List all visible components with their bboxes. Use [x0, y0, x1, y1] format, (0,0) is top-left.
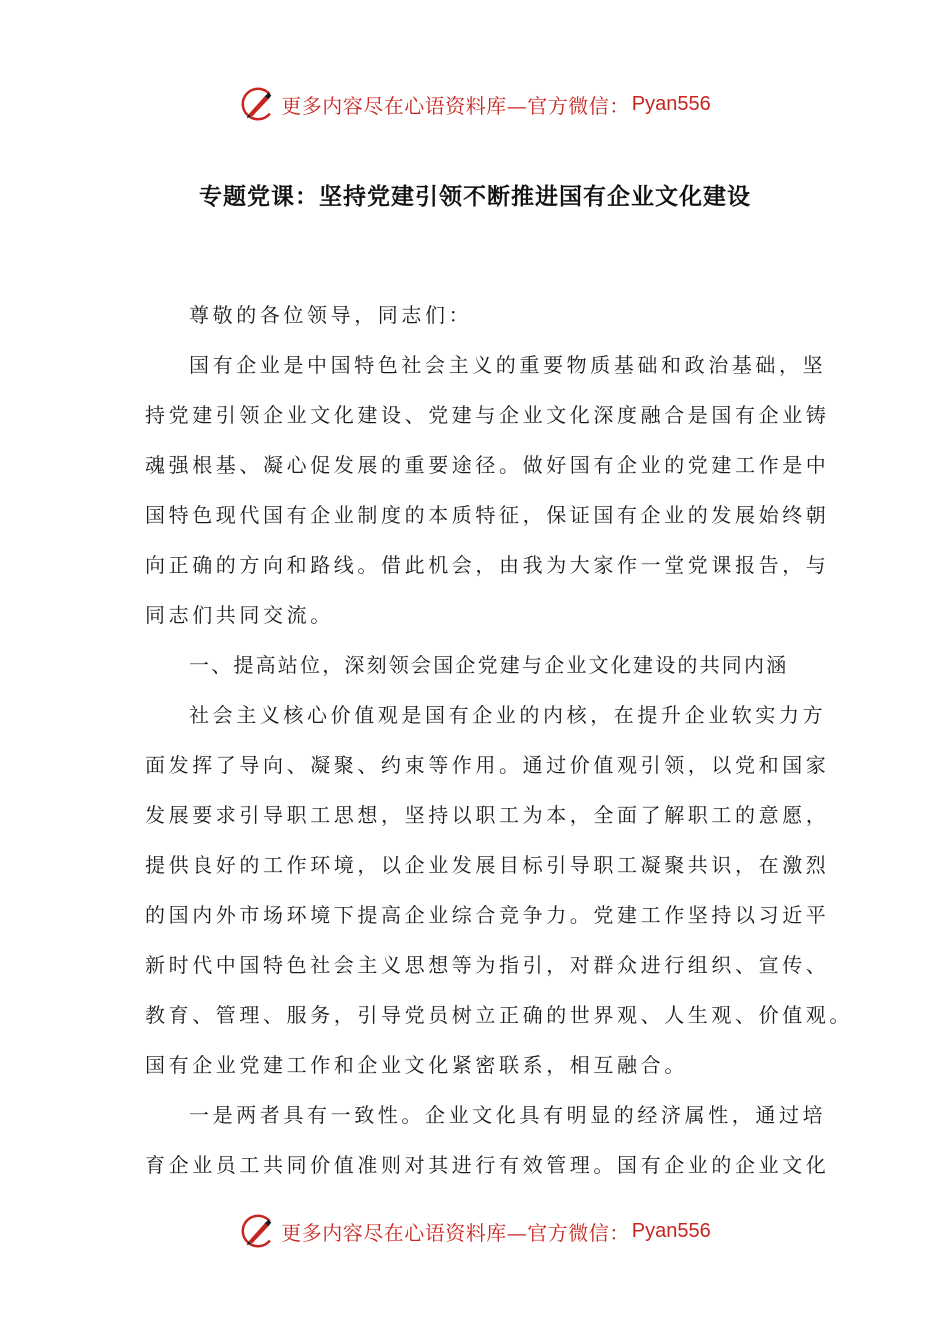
document-body [145, 290, 853, 1190]
header-watermark-banner [0, 84, 950, 124]
body-line: 新时代中国特色社会主义思想等为指引，对群众进行组织、宣传、 [145, 953, 830, 977]
body-line: 国有企业是中国特色社会主义的重要物质基础和政治基础，坚 [189, 353, 827, 377]
footer-banner-text: 更多内容尽在心语资料库—官方微信： [281, 1220, 630, 1245]
document-title: 专题党课：坚持党建引领不断推进国有企业文化建设 [199, 184, 751, 210]
body-line: 社会主义核心价值观是国有企业的内核，在提升企业软实力方 [189, 703, 827, 727]
pen-logo-icon [239, 85, 277, 123]
body-line: 发展要求引导职工思想，坚持以职工为本，全面了解职工的意愿， [145, 803, 830, 827]
pen-logo-icon [239, 1212, 277, 1250]
body-line: 育企业员工共同价值准则对其进行有效管理。国有企业的企业文化 [145, 1153, 830, 1177]
body-line: 魂强根基、凝心促发展的重要途径。做好国有企业的党建工作是中 [145, 453, 830, 477]
body-line: 向正确的方向和路线。借此机会，由我为大家作一堂党课报告，与 [145, 553, 830, 577]
footer-banner-wechat-id: Pyan556 [631, 1219, 711, 1242]
body-line: 国特色现代国有企业制度的本质特征，保证国有企业的发展始终朝 [145, 503, 830, 527]
header-banner-wechat-id: Pyan556 [631, 92, 711, 115]
body-line: 一是两者具有一致性。企业文化具有明显的经济属性，通过培 [189, 1103, 827, 1127]
body-line: 国有企业党建工作和企业文化紧密联系，相互融合。 [145, 1053, 688, 1077]
section-heading: 一、提高站位，深刻领会国企党建与企业文化建设的共同内涵 [189, 653, 789, 677]
body-line: 提供良好的工作环境，以企业发展目标引导职工凝聚共识，在激烈 [145, 853, 830, 877]
footer-watermark-banner [0, 1211, 950, 1251]
body-line: 同志们共同交流。 [145, 603, 334, 627]
body-line: 面发挥了导向、凝聚、约束等作用。通过价值观引领，以党和国家 [145, 753, 830, 777]
body-line: 的国内外市场环境下提高企业综合竞争力。党建工作坚持以习近平 [145, 903, 830, 927]
header-banner-text: 更多内容尽在心语资料库—官方微信： [281, 93, 630, 118]
salutation-line: 尊敬的各位领导，同志们： [189, 303, 473, 327]
body-line: 教育、管理、服务，引导党员树立正确的世界观、人生观、价值观。 [145, 1003, 853, 1027]
body-line: 持党建引领企业文化建设、党建与企业文化深度融合是国有企业铸 [145, 403, 830, 427]
